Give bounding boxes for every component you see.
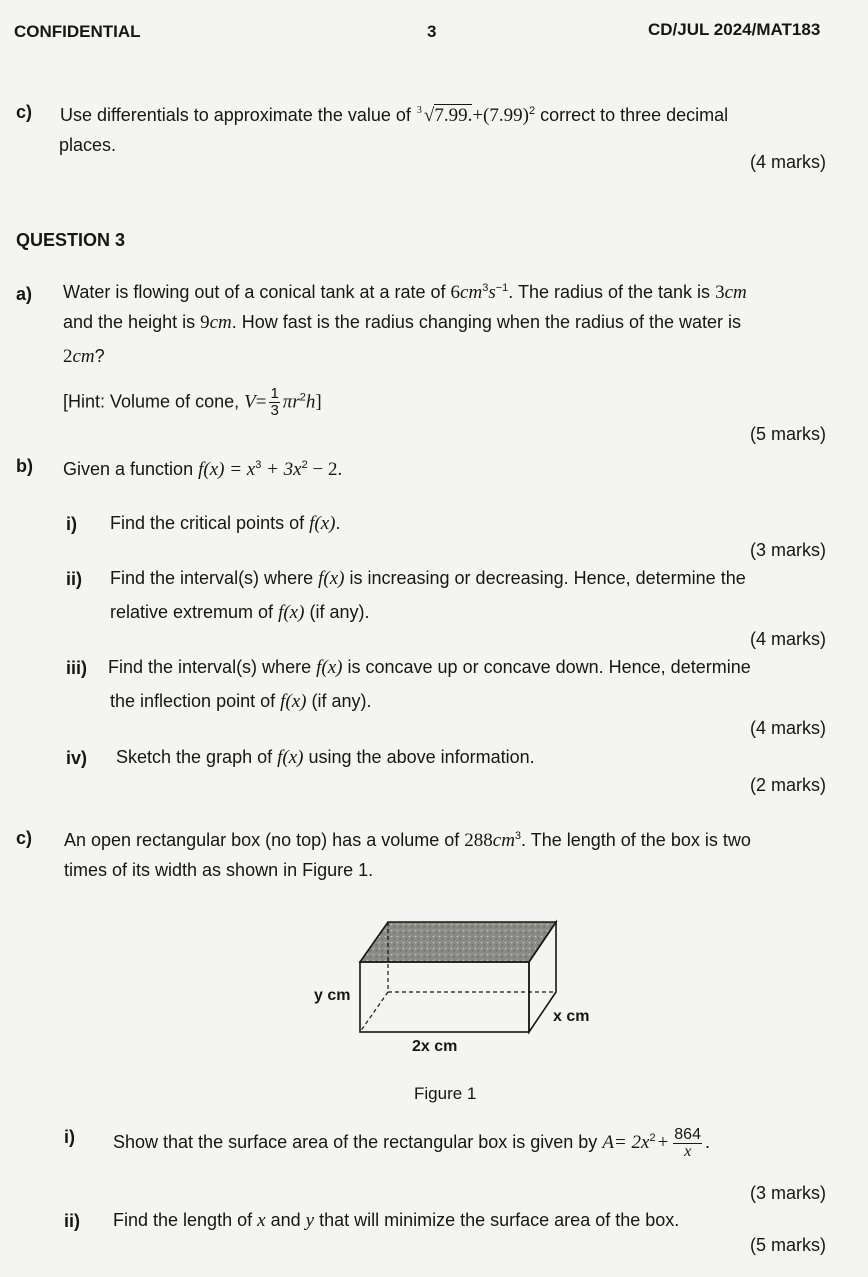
q3b-ii-pre: Find the interval(s) where [110, 568, 314, 588]
q3b-label: b) [16, 456, 33, 476]
q2c-line2: places. [59, 135, 117, 155]
area-exp: 2 [649, 1132, 656, 1144]
box-figure [300, 905, 600, 1115]
box-top-face [360, 922, 556, 962]
radius-value: 3 [715, 282, 725, 303]
q3a-text4: . How fast is the radius changing when the radius of the water is [231, 312, 742, 332]
hint-equals: = [255, 391, 267, 413]
q3c-line1 [64, 825, 751, 852]
header-confidential: CONFIDENTIAL [14, 22, 141, 41]
q3a-question-mark: ? [94, 346, 105, 366]
rate-unit: cm [460, 282, 483, 303]
area-plus: + [657, 1132, 669, 1153]
height-value: 9 [200, 312, 210, 333]
q3c-i-text [113, 1118, 710, 1163]
q3b-iii-l2-pre: the inflection point of [110, 691, 276, 711]
paren-term: (7.99) [483, 105, 529, 126]
fx: f(x) [277, 747, 304, 768]
fx: f(x) [278, 602, 305, 623]
hint-h: h [305, 391, 316, 413]
q3a-unit-cm: cm [72, 346, 95, 367]
q3c-ii-text [113, 1209, 679, 1232]
hint-V: V [244, 391, 256, 413]
rate-exp1: 3 [482, 282, 489, 294]
area-dot: . [704, 1132, 710, 1152]
hint-exp: 2 [299, 391, 306, 404]
figure-caption: Figure 1 [414, 1084, 477, 1103]
q3b-i-dot: . [335, 513, 341, 533]
q2c-label: c) [16, 102, 33, 122]
var-y: y [305, 1210, 315, 1231]
rate-value: 6 [450, 282, 461, 303]
hint-line [63, 386, 322, 419]
function-def: f(x) = x [198, 459, 256, 480]
q3a-text1: Water is flowing out of a conical tank at a rate of [63, 282, 446, 302]
q3b-ii-line1 [110, 567, 746, 590]
rate-unit2: s [488, 282, 496, 303]
q3b-iv-label: iv) [66, 748, 88, 768]
q3b-i-text [110, 512, 341, 535]
q3b-i-marks: (3 marks) [750, 540, 826, 560]
q3b-iv-pre: Sketch the graph of [116, 747, 273, 767]
height-unit: cm [209, 312, 232, 333]
q3c-ii-and: and [270, 1210, 301, 1230]
q3c-ii-marks: (5 marks) [750, 1235, 826, 1255]
q3b-iii-post: is concave up or concave down. Hence, determine [347, 657, 751, 677]
q3c-ii-post: that will minimize the surface area of the box. [319, 1210, 680, 1230]
page-number: 3 [427, 22, 437, 41]
q3a-label: a) [16, 284, 33, 304]
plus-sign: + [472, 105, 484, 126]
q3a-line1 [63, 277, 747, 304]
radius-unit: cm [724, 282, 747, 303]
area-A: A [602, 1132, 614, 1153]
q2c-text-pre: Use differentials to approximate the value of [60, 105, 411, 125]
q3a-text2: . The radius of the tank is [508, 282, 711, 302]
hint-num: 1 [270, 385, 279, 402]
hint-pi-r: πr [282, 391, 300, 413]
q3a-marks: (5 marks) [750, 424, 826, 444]
q2c-marks: (4 marks) [750, 152, 826, 172]
q3b-ii-l2-pre: relative extremum of [110, 602, 274, 622]
hint-text: [Hint: Volume of cone, [63, 391, 240, 412]
rate-exp2: −1 [495, 282, 509, 294]
q3c-label: c) [16, 828, 33, 848]
volume-exp: 3 [514, 830, 522, 842]
q2c-cube-root: 3 √7.99. [424, 105, 472, 126]
y-dimension-label: y cm [314, 987, 351, 1004]
q3c-i-label: i) [64, 1127, 75, 1147]
volume-value: 288 [464, 830, 493, 851]
q3b-ii-post: is increasing or decreasing. Hence, determine the [349, 568, 746, 588]
q3c-line2: times of its width as shown in Figure 1. [64, 860, 374, 880]
q3b-ii-label: ii) [66, 569, 82, 589]
q3c-pre: An open rectangular box (no top) has a volume of [64, 830, 460, 850]
q3b-iii-line1 [108, 656, 751, 679]
radicand: 7.99. [434, 105, 473, 126]
q3a-line3 [63, 345, 105, 368]
fx: f(x) [318, 568, 345, 589]
q3b-intro-text: Given a function [63, 459, 194, 479]
q2c-line1 [60, 100, 728, 127]
fx: f(x) [316, 657, 343, 678]
area-fraction [673, 1127, 702, 1160]
q3b-iv-post: using the above information. [308, 747, 535, 767]
exp-2: 2 [301, 459, 308, 471]
q3b-iv-marks: (2 marks) [750, 775, 826, 795]
function-end: − 2. [307, 459, 343, 480]
question-3-title: QUESTION 3 [16, 230, 126, 250]
header-course-code: CD/JUL 2024/MAT183 [648, 20, 821, 39]
q3b-intro [63, 454, 342, 481]
fx: f(x) [280, 691, 307, 712]
length-dimension-label: 2x cm [412, 1038, 458, 1055]
q3b-iii-pre: Find the interval(s) where [108, 657, 312, 677]
hint-close: ] [315, 391, 322, 413]
q3b-iii-label: iii) [66, 658, 87, 678]
root-index: 3 [416, 105, 422, 116]
q3a-line2 [63, 311, 741, 334]
exp-3: 3 [255, 459, 262, 471]
q3a-text3: and the height is [63, 312, 196, 332]
box-front-face [360, 962, 529, 1032]
q3b-ii-marks: (4 marks) [750, 629, 826, 649]
q3b-iii-line2 [110, 690, 372, 713]
q3a-radius-2: 2 [63, 346, 73, 367]
volume-unit: cm [492, 830, 515, 851]
q3c-i-marks: (3 marks) [750, 1183, 826, 1203]
fx: f(x) [309, 513, 336, 534]
q3b-ii-line2 [110, 601, 369, 624]
q3b-i-label: i) [66, 514, 77, 534]
q3b-iii-marks: (4 marks) [750, 718, 826, 738]
power: 2 [528, 105, 536, 117]
area-num: 864 [674, 1125, 701, 1143]
hidden-edge-diagonal [360, 992, 388, 1032]
q3c-post: . The length of the box is two [521, 830, 751, 850]
hint-fraction [269, 386, 279, 419]
function-mid: + 3x [261, 459, 302, 480]
q3b-iv-text [116, 746, 535, 769]
hint-den: 3 [270, 402, 279, 419]
q2c-text-post: correct to three decimal [540, 105, 729, 125]
q3c-i-pre: Show that the surface area of the rectangular box is given by [113, 1132, 598, 1152]
x-dimension-label: x cm [553, 1008, 590, 1025]
q3c-ii-pre: Find the length of [113, 1210, 253, 1230]
q3c-ii-label: ii) [64, 1211, 80, 1231]
area-den: x [684, 1142, 692, 1160]
q3b-i-body: Find the critical points of [110, 513, 305, 533]
var-x: x [257, 1210, 266, 1231]
q3b-ii-l2-post: (if any). [309, 602, 370, 622]
q3b-iii-l2-post: (if any). [311, 691, 372, 711]
area-eq: = 2x [613, 1132, 650, 1153]
